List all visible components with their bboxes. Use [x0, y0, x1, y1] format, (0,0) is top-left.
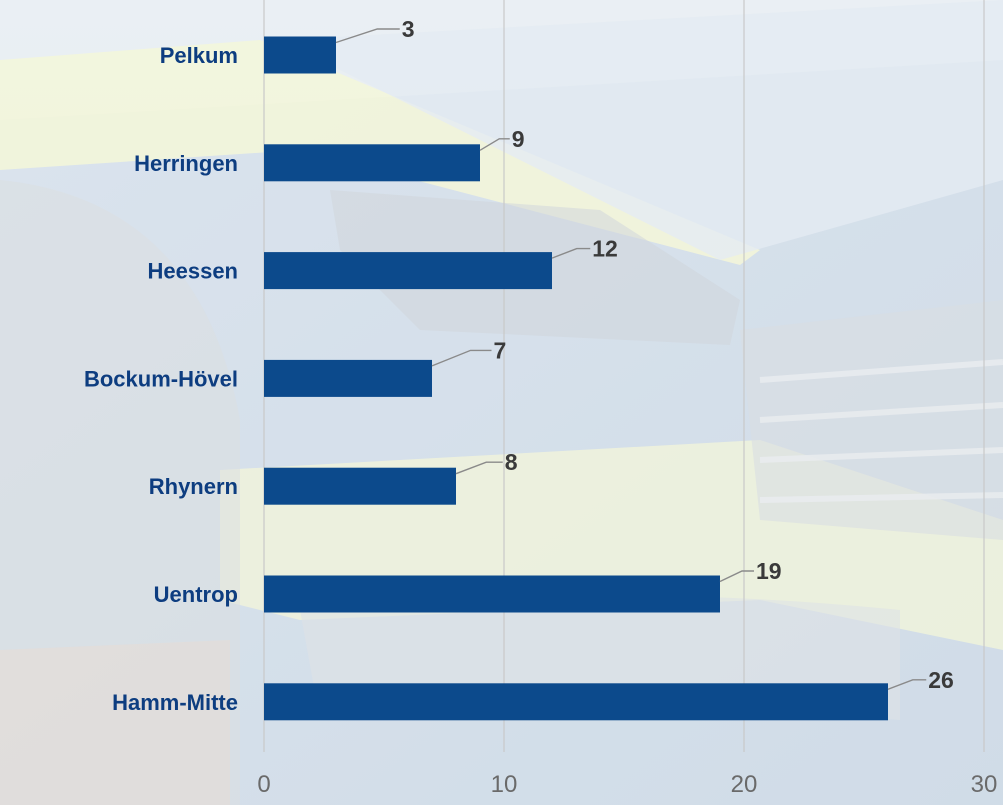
- leader-line: [888, 680, 926, 690]
- leader-line: [456, 462, 503, 474]
- data-label: 12: [592, 235, 618, 262]
- bar-heessen: [264, 252, 552, 289]
- bar-pelkum: [264, 37, 336, 74]
- category-label: Uentrop: [153, 582, 238, 607]
- data-label: 3: [401, 16, 415, 42]
- data-label: 26: [928, 666, 954, 693]
- x-tick-label: 30: [970, 771, 998, 798]
- data-label: 7: [493, 337, 507, 364]
- bars: [264, 37, 888, 721]
- category-label: Rhynern: [148, 474, 238, 500]
- leader-line: [336, 29, 400, 43]
- category-label: Heessen: [147, 258, 238, 284]
- x-tick-label: 0: [257, 771, 271, 798]
- leader-line: [720, 571, 754, 582]
- bar-hamm-mitte: [264, 683, 888, 720]
- bar-uentrop: [264, 576, 720, 613]
- x-axis-ticks: [257, 771, 997, 798]
- data-label: 8: [504, 449, 518, 476]
- category-label: Hamm-Mitte: [112, 689, 238, 715]
- leader-line: [432, 350, 492, 366]
- category-label: Pelkum: [159, 43, 238, 68]
- category-label: Bockum-Hövel: [83, 366, 238, 392]
- x-tick-label: 20: [730, 771, 758, 798]
- data-label: 19: [756, 558, 782, 584]
- bar-bockum-h-vel: [264, 360, 432, 397]
- leader-line: [552, 249, 590, 259]
- data-label: 9: [511, 125, 525, 152]
- leader-line: [480, 139, 510, 151]
- category-label: Herringen: [134, 150, 238, 176]
- bar-rhynern: [264, 468, 456, 505]
- bar-herringen: [264, 144, 480, 181]
- x-tick-label: 10: [490, 771, 518, 798]
